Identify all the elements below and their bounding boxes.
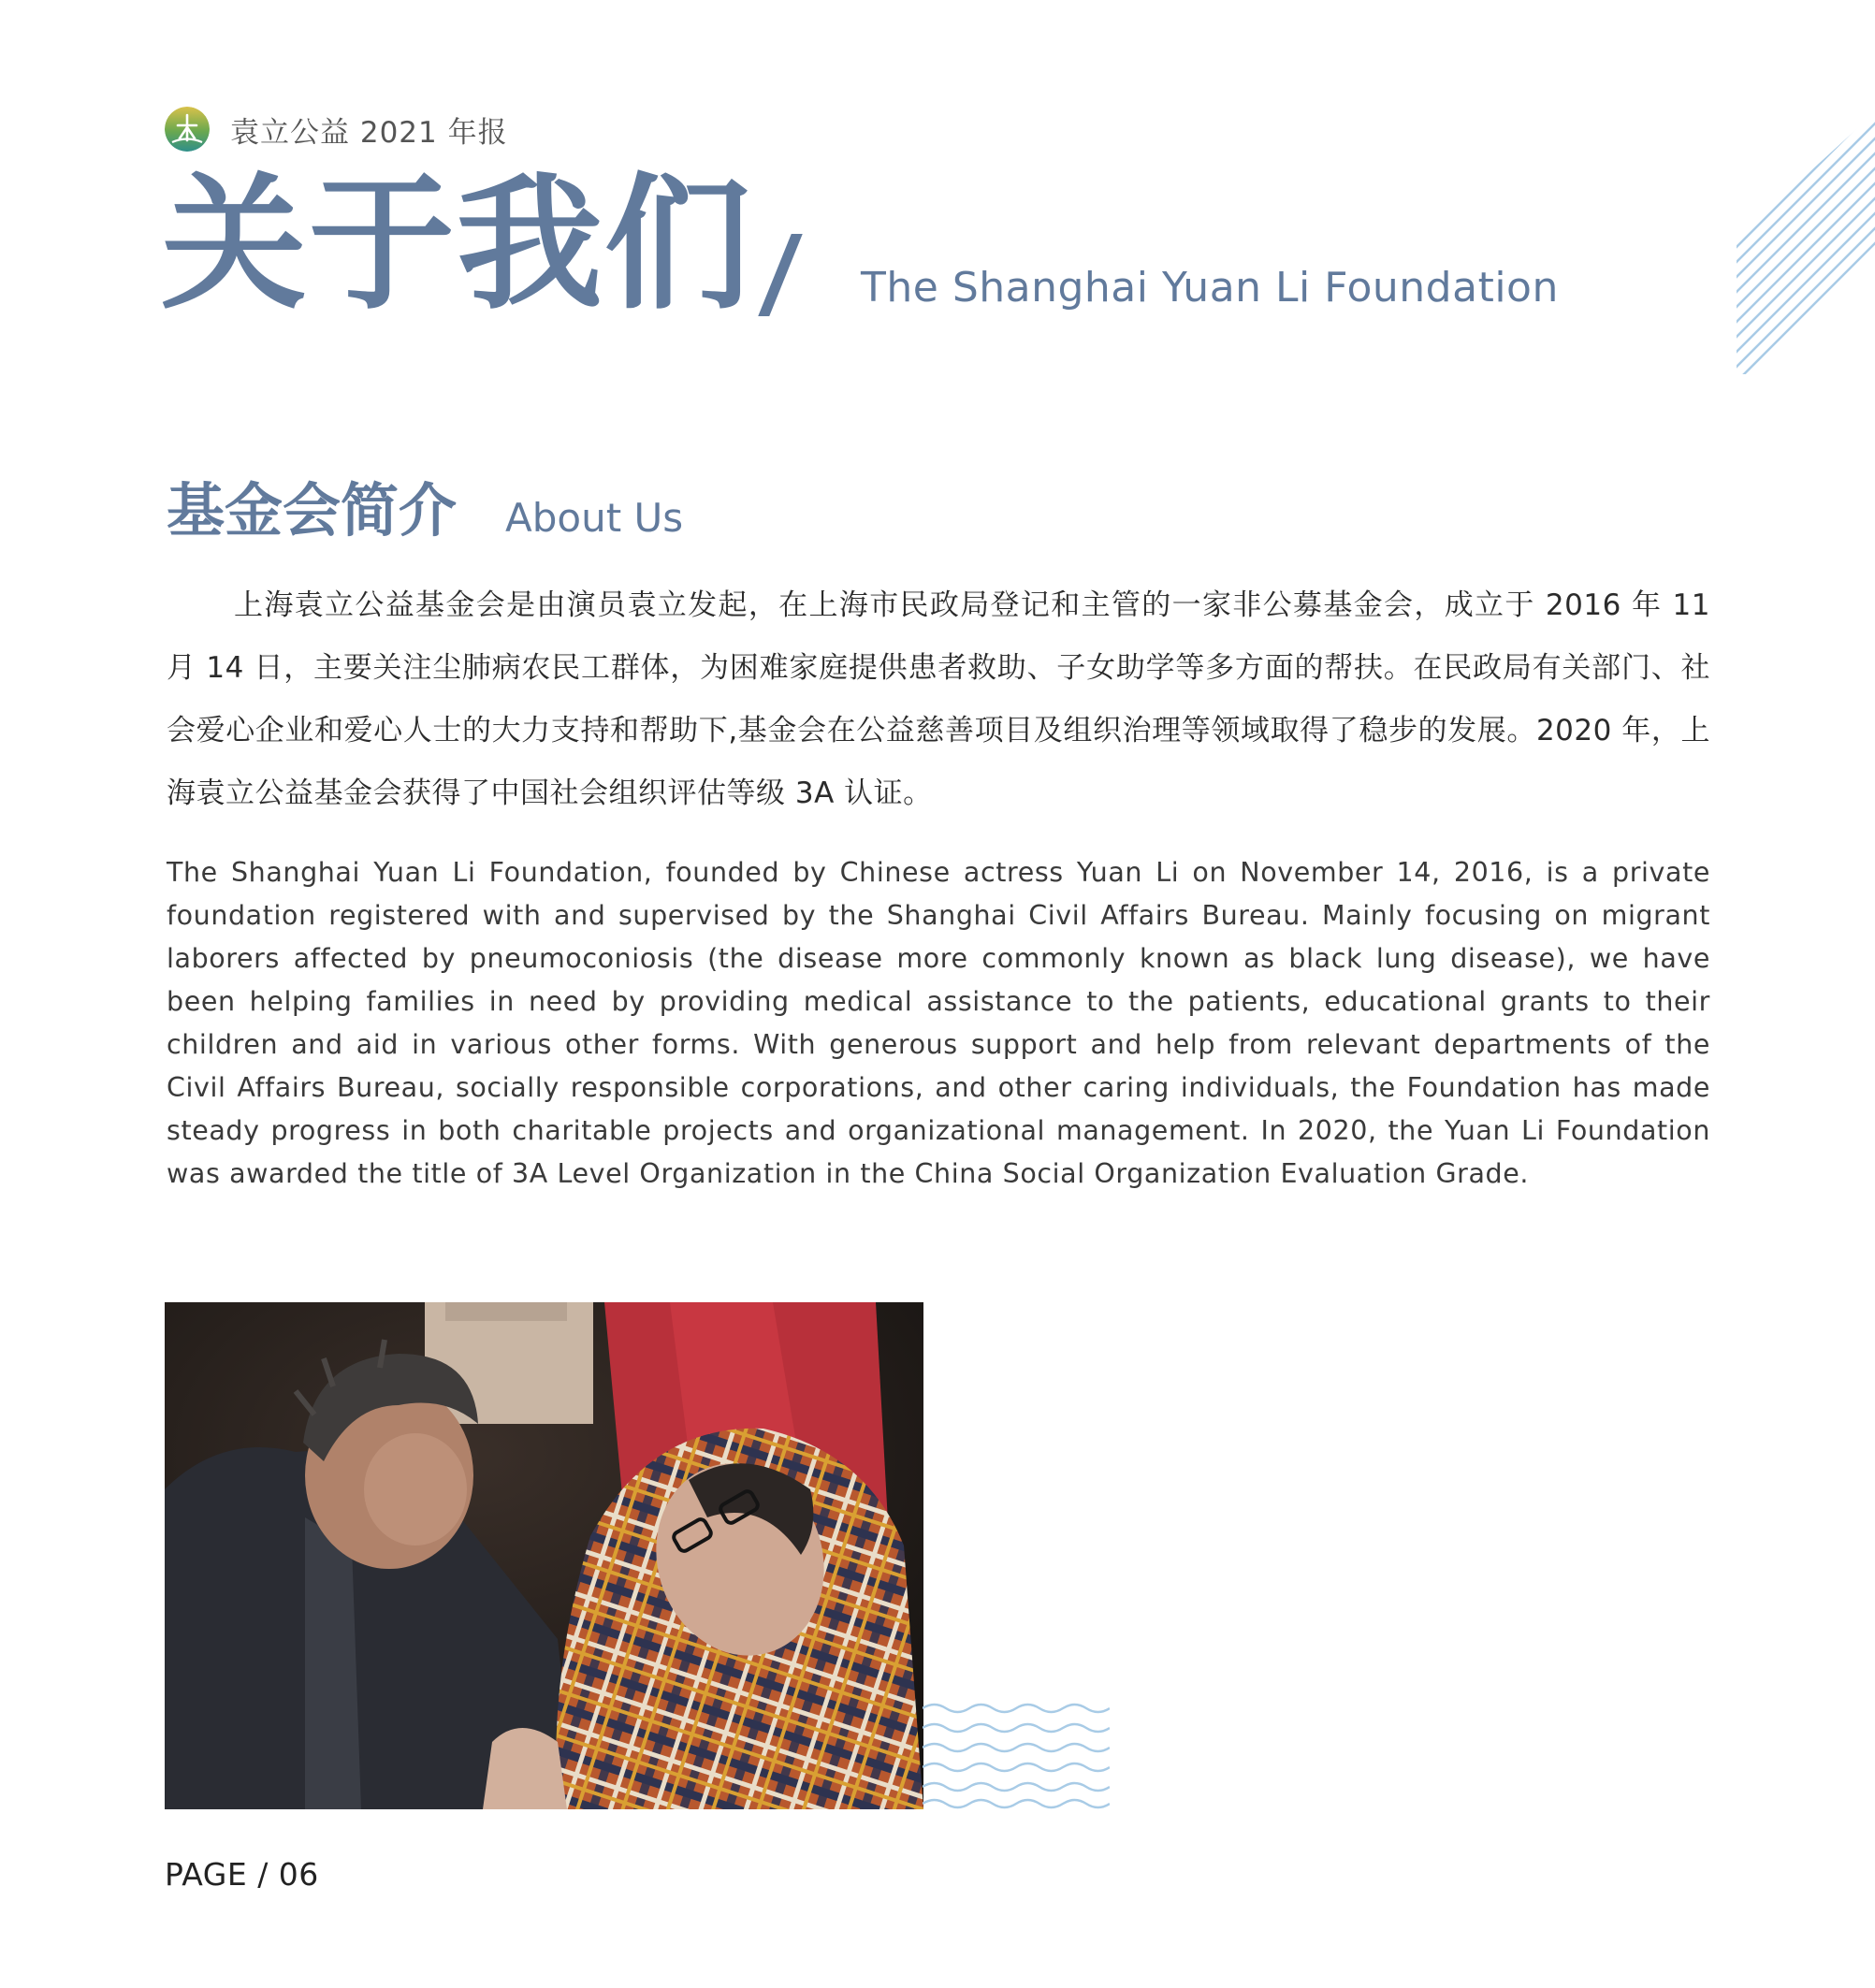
report-name: 袁立公益 2021 年报 bbox=[230, 115, 508, 150]
photo-elderly-man-with-woman-in-scarf bbox=[165, 1302, 923, 1809]
page-subtitle: The Shanghai Yuan Li Foundation bbox=[861, 264, 1559, 312]
report-header bbox=[165, 105, 508, 153]
intro-paragraph-english: The Shanghai Yuan Li Foundation, founded by Chinese actress Yuan Li on November 14, 2016, is a private foundation registered with and supervised by the Shanghai Civil Affairs Bureau. Mainly focusing on migrant laborers affected by pneumoconiosis (the disease more commonly known as black lung disease), we have been helping families in need by providing medical assistance to the patients, educational grants to their children and aid in various other forms. With generous support and help from relevant departments of the Civil Affairs Bureau, socially responsible corporations, and other caring individuals, the Foundation has made steady progress in both charitable projects and organizational management. In 2020, the Yuan Li Foundation was awarded the title of 3A Level Organization in the China Social Organization Evaluation Grade. bbox=[167, 857, 1710, 1189]
title-divider-slash bbox=[758, 234, 803, 316]
intro-paragraph-chinese: 上海袁立公益基金会是由演员袁立发起，在上海市民政局登记和主管的一家非公募基金会，成立于 2016 年 11 月 14 日，主要关注尘肺病农民工群体，为困难家庭提供患者救助、子女助学等多方面的帮扶。在民政局有关部门、社会爱心企业和爱心人士的大力支持和帮助下,基金会在公益慈善项目及组织治理等领域取得了稳步的发展。2020 年，上海袁立公益基金会获得了中国社会组织评估等级 3A 认证。 bbox=[167, 588, 1710, 810]
foundation-logo-icon bbox=[165, 107, 210, 152]
section-title: 基金会简介 bbox=[167, 476, 458, 544]
wavy-lines-decoration bbox=[923, 1701, 1110, 1809]
diagonal-stripes-decoration bbox=[1737, 112, 1875, 374]
section-subtitle: About Us bbox=[505, 495, 684, 541]
page-number: PAGE / 06 bbox=[165, 1856, 319, 1893]
page-title: 关于我们 bbox=[161, 159, 752, 329]
